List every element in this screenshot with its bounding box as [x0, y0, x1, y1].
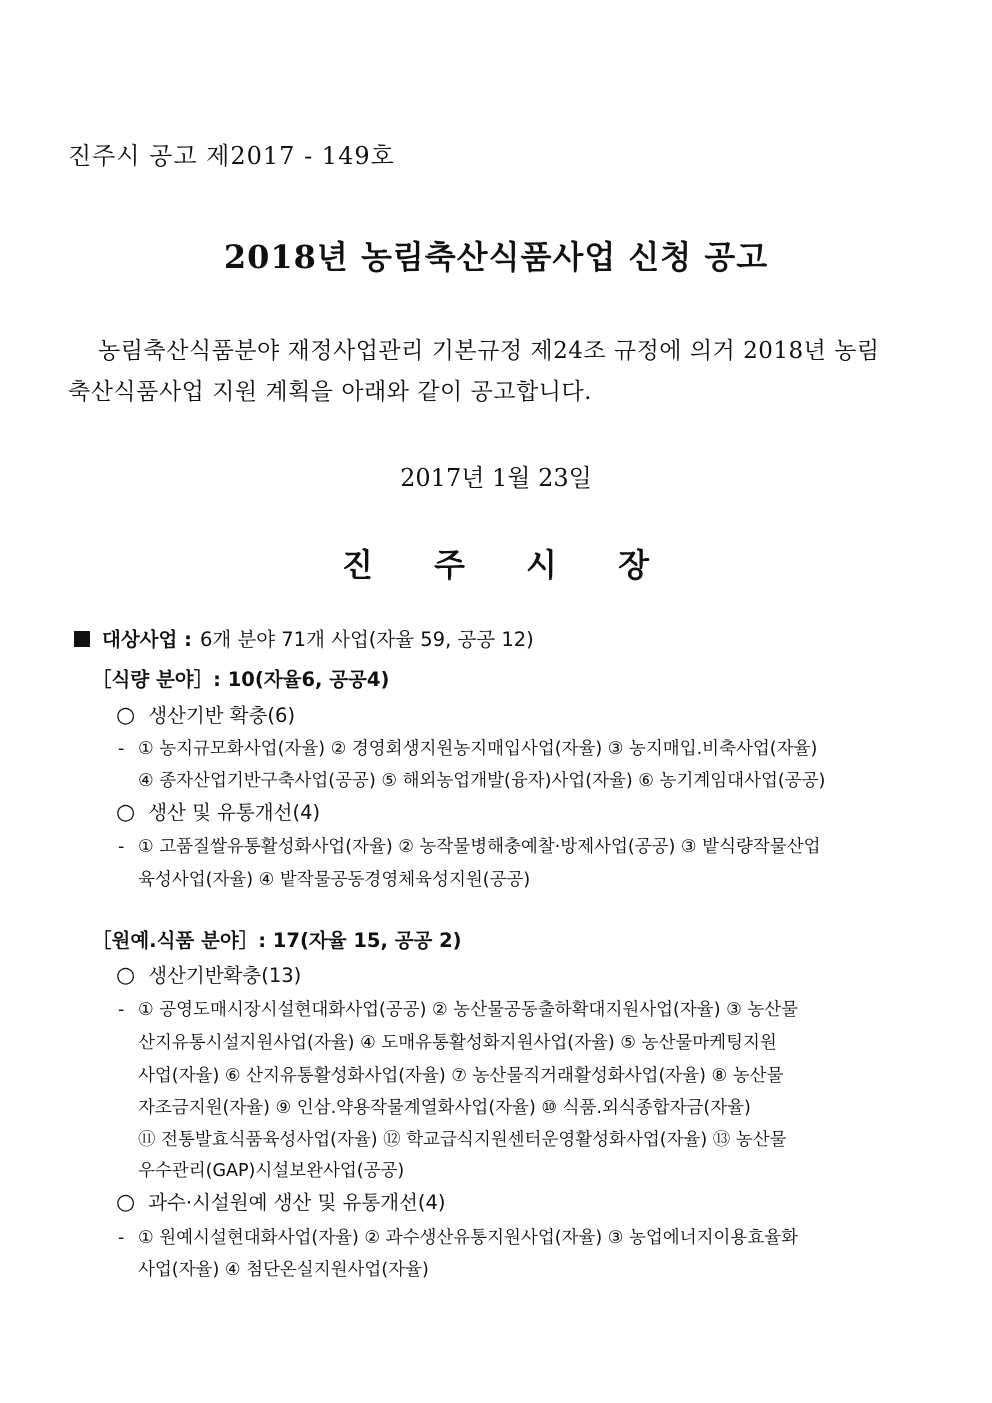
project-line: ⑪ 전통발효식품육성사업(자율) ⑫ 학교급식지원센터운영활성화사업(자율) ⑬ 농산물	[138, 1130, 787, 1150]
list-item: - ① 공영도매시장시설현대화사업(공공) ② 농산물공동출하확대지원사업(자율) ③ 농산물	[118, 1000, 799, 1020]
project-line: ① 공영도매시장시설현대화사업(공공) ② 농산물공동출하확대지원사업(자율) ③ 농산물	[138, 1000, 799, 1020]
issuer-name: 진 주 시 장	[341, 546, 651, 584]
target-projects-summary	[74, 624, 534, 652]
group-heading	[116, 797, 320, 825]
project-line: ① 고품질쌀유통활성화사업(자율) ② 농작물병해충예찰·방제사업(공공) ③ 밭식량작물산업	[138, 837, 821, 857]
group-title: 생산 및 유통개선(4)	[148, 801, 321, 824]
circle-bullet-icon: ○	[116, 703, 136, 728]
list-item: - ① 고품질쌀유통활성화사업(자율) ② 농작물병해충예찰·방제사업(공공) ③ 밭식량작물산업	[118, 837, 821, 857]
circle-bullet-icon: ○	[116, 963, 136, 988]
group-title: 생산기반 확충(6)	[148, 704, 296, 727]
category-heading: ［원예.식품 분야］: 17(자율 15, 공공 2)	[92, 929, 462, 952]
notice-date: 2017년 1월 23일	[400, 464, 592, 492]
group-title: 과수·시설원예 생산 및 유통개선(4)	[148, 1191, 446, 1214]
group-heading	[116, 700, 295, 728]
circle-bullet-icon: ○	[116, 800, 136, 825]
document-title: 2018년 농림축산식품사업 신청 공고	[223, 238, 769, 276]
project-line: ① 농지규모화사업(자율) ② 경영회생지원농지매입사업(자율) ③ 농지매입.비축사업(자율)	[138, 739, 818, 759]
project-line: ④ 종자산업기반구축사업(공공) ⑤ 해외농업개발(융자)사업(자율) ⑥ 농기계임대사업(공공)	[138, 771, 826, 791]
project-line: 사업(자율) ④ 첨단온실지원사업(자율)	[138, 1260, 429, 1280]
list-item: - ① 농지규모화사업(자율) ② 경영회생지원농지매입사업(자율) ③ 농지매입.비축사업(자율)	[118, 739, 818, 759]
list-item: - ① 원예시설현대화사업(자율) ② 과수생산유통지원사업(자율) ③ 농업에너지이용효율화	[118, 1228, 799, 1248]
summary-label: 대상사업 :	[102, 628, 192, 651]
group-heading	[116, 1187, 446, 1215]
circle-bullet-icon: ○	[116, 1190, 136, 1215]
project-line: 우수관리(GAP)시설보완사업(공공)	[138, 1161, 405, 1181]
project-line: 자조금지원(자율) ⑨ 인삼.약용작물계열화사업(자율) ⑩ 식품.외식종합자금(자율)	[138, 1098, 751, 1118]
notice-number: 진주시 공고 제2017 - 149호	[68, 142, 395, 170]
intro-line-1: 농림축산식품분야 재정사업관리 기본규정 제24조 규정에 의거 2018년 농림	[98, 338, 880, 364]
square-bullet-icon	[74, 631, 90, 647]
group-heading	[116, 960, 301, 988]
group-title: 생산기반확충(13)	[148, 964, 302, 987]
project-line: 육성사업(자율) ④ 밭작물공동경영체육성지원(공공)	[138, 870, 531, 890]
project-line: 사업(자율) ⑥ 산지유통활성화사업(자율) ⑦ 농산물직거래활성화사업(자율) ⑧ 농산물	[138, 1066, 784, 1086]
project-line: ① 원예시설현대화사업(자율) ② 과수생산유통지원사업(자율) ③ 농업에너지이용효율화	[138, 1228, 799, 1248]
intro-line-2: 축산식품사업 지원 계획을 아래와 같이 공고합니다.	[68, 379, 592, 405]
summary-text: 6개 분야 71개 사업(자율 59, 공공 12)	[199, 628, 534, 651]
category-heading: ［식량 분야］: 10(자율6, 공공4)	[92, 668, 390, 691]
project-line: 산지유통시설지원사업(자율) ④ 도매유통활성화지원사업(자율) ⑤ 농산물마케팅지원	[138, 1033, 777, 1053]
